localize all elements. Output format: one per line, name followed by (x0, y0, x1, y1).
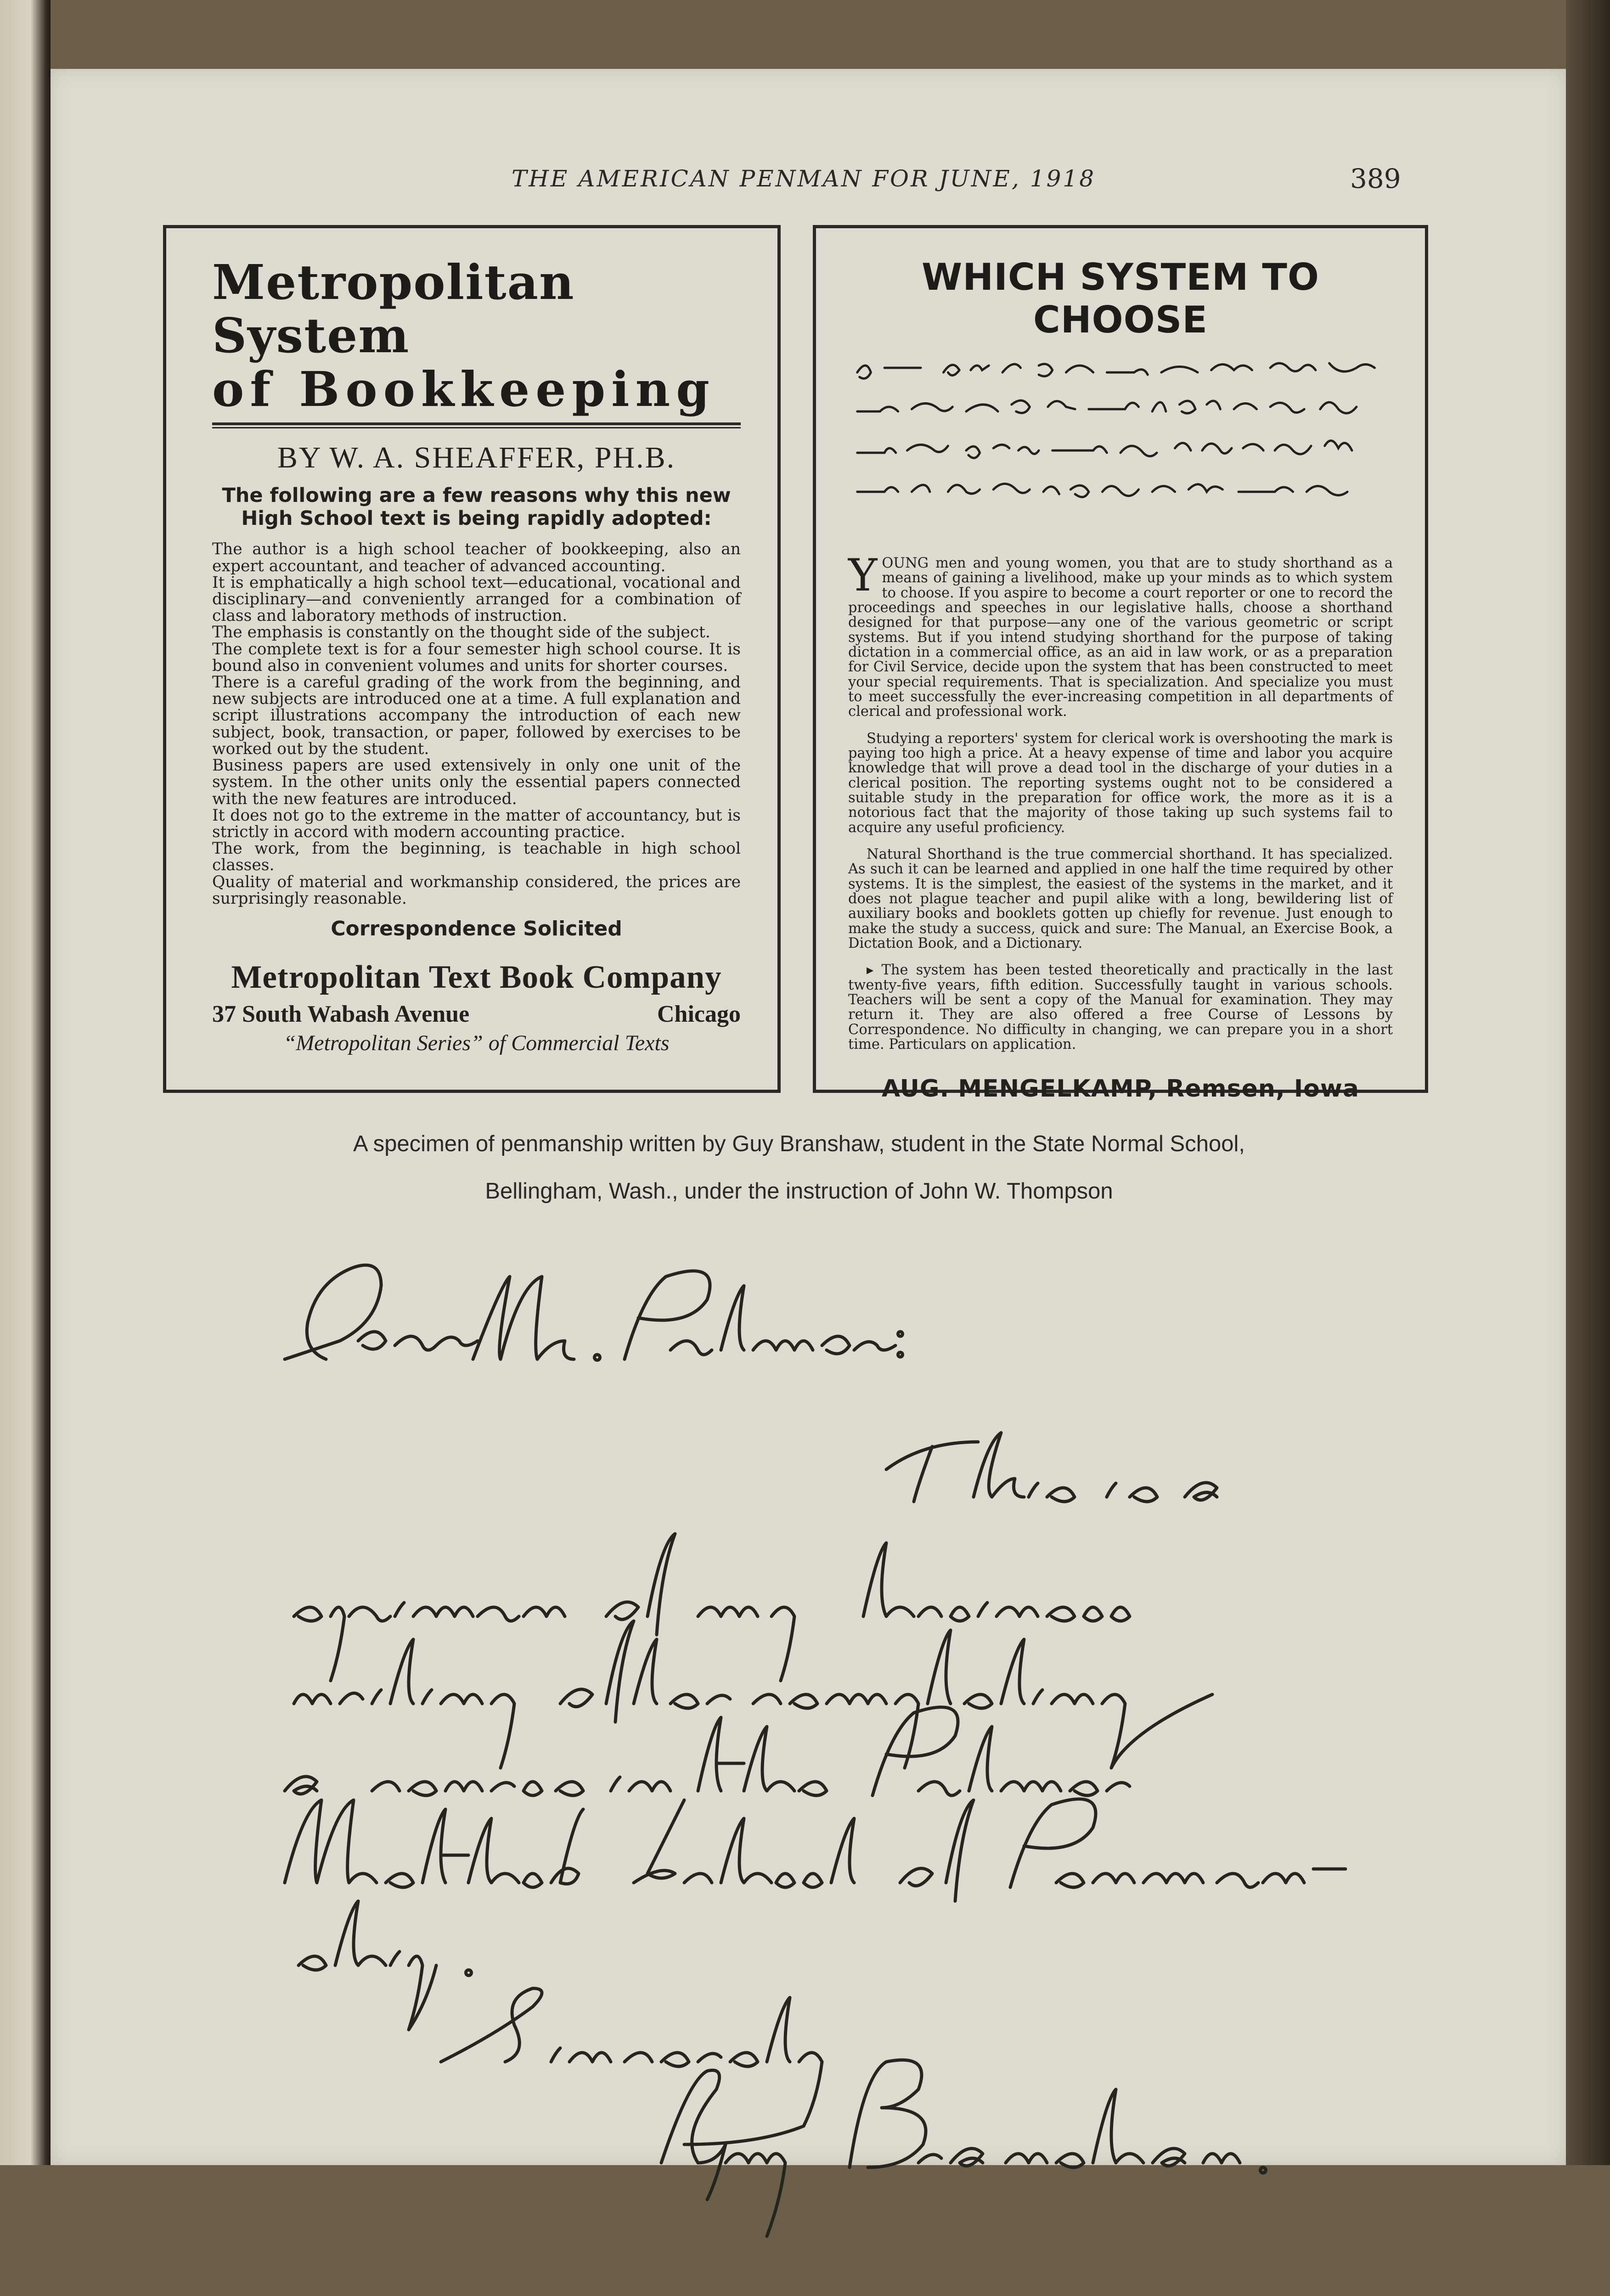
drop-cap: Y (848, 550, 878, 601)
shorthand-advertisement (813, 225, 1428, 1103)
company-address (212, 1001, 741, 1028)
book-spine (0, 0, 51, 2165)
handwriting-image (257, 1240, 1359, 2296)
ad-title-line1: Metropolitan System (212, 254, 575, 364)
caption-line1: A specimen of penmanship written by Guy Branshaw, student in the State Normal School, (353, 1131, 1245, 1156)
metropolitan-advertisement (163, 225, 781, 1093)
reason-paragraph: It does not go to the extreme in the matter of accountancy, but is strictly in accord with modern accounting practice. (212, 806, 741, 841)
publisher-signoff: AUG. MENGELKAMP, Remsen, Iowa (881, 1075, 1360, 1103)
paragraph-text: The system has been tested theoretically and practically in the last twenty-five years, fifth edition. Successfully taught in various schools. Teachers will be sent a copy of the Manual for examination. They may return it. They are also offered a free Course of Lessons by Correspondence. No difficulty in changing, we can prepare you in a short time. Particulars on application. (848, 962, 1393, 1052)
street-address: 37 South Wabash Avenue (212, 1001, 470, 1028)
ad-title-line2: of Bookkeeping (212, 360, 715, 417)
reason-paragraph: The work, from the beginning, is teachable in high school classes. (212, 839, 741, 875)
page-number: 389 (1350, 163, 1401, 194)
title-rule-thin (212, 427, 741, 428)
shorthand-paragraph-4: ▸ The system has been tested theoretically and practically in the last twenty-five years, fifth edition. Successfully taught in various schools. Teachers will be sent a copy of the Manual for examination. They may return it. They are also offered a free Course of Lessons by Correspondence. No difficulty in changing, we can prepare you in a short time. Particulars on application. (848, 962, 1393, 1052)
company-name: Metropolitan Text Book Company (231, 959, 722, 996)
reason-paragraph: The emphasis is constantly on the thought side of the subject. (212, 623, 710, 642)
handwriting-specimen (257, 1240, 1359, 2296)
title-rule (212, 422, 741, 425)
page-edge-shadow (1566, 0, 1610, 2165)
specimen-caption (184, 1120, 1414, 1215)
author-line: BY W. A. SHEAFFER, PH.B. (277, 441, 676, 475)
shorthand-paragraph-3: Natural Shorthand is the true commercial shorthand. It has specialized. As such it can be learned and applied in one half the time required by other systems. It is the simplest, the easiest of the systems in the market, and it does not plague teacher and pupil alike with a long, bewildering list of auxiliary books and booklets gotten up chiefly for revenue. Just enough to make the study a success, quick and sure: The Manual, an Exercise Book, a Dictation Book, and a Dictionary. (848, 846, 1393, 951)
reason-paragraph: Business papers are used extensively in only one unit of the system. In the other units only the essential papers connected with the new features are introduced. (212, 756, 741, 808)
city: Chicago (657, 1001, 741, 1028)
reason-paragraph: There is a careful grading of the work from the beginning, and new subjects are introduced one at a time. A full explanation and script illustrations accompany the introduction of each new subject, book, transaction, or paper, followed by exercises to be worked out by the student. (212, 673, 741, 758)
reason-paragraph: Quality of material and workmanship considered, the prices are surprisingly reasonable. (212, 872, 741, 908)
caption-line2: Bellingham, Wash., under the instruction of John W. Thompson (485, 1178, 1113, 1204)
shorthand-sample-image (848, 354, 1393, 538)
shorthand-paragraph-1 (848, 550, 1393, 720)
ad-title: WHICH SYSTEM TO CHOOSE (922, 256, 1319, 341)
correspondence-line: Correspondence Solicited (331, 917, 622, 941)
reason-paragraph: The complete text is for a four semester high school course. It is bound also in convenient volumes and units for shorter courses. (212, 640, 741, 675)
ad-title (212, 256, 741, 416)
paragraph-text: OUNG men and young women, you that are to study shorthand as a means of gaining a livelihood, make up your minds as to which system to choose. If you aspire to become a court reporter or one to record the proceedings and speeches in our legislative halls, choose a shorthand designed for that purpose—any one of the various geometric or script systems. But if you intend studying shorthand for the purpose of taking dictation in a commercial office, as an aid in law work, or as a preparation for Civil Service, decide upon the system that has been constructed to meet your special requirements. That is specialization. And specialize you must to meet successfully the ever-increasing competition in all departments of clerical and professional work. (848, 555, 1393, 720)
running-header: THE AMERICAN PENMAN FOR JUNE, 1918 (511, 165, 1096, 192)
series-line: “Metropolitan Series” of Commercial Texts (283, 1031, 670, 1056)
reason-paragraph: The author is a high school teacher of bookkeeping, also an expert accountant, and teacher of advanced accounting. (212, 540, 741, 575)
reason-paragraph: It is emphatically a high school text—educational, vocational and disciplinary—and conveniently arranged for a combination of class and laboratory methods of instruction. (212, 573, 741, 625)
intro-text: The following are a few reasons why this new High School text is being rapidly adopted: (222, 484, 731, 530)
shorthand-paragraph-2: Studying a reporters' system for clerical work is overshooting the mark is paying too high a price. At a heavy expense of time and labor you acquire knowledge that will prove a dead tool in the discharge of your duties in a clerical position. The reporting systems ought not to be considered a suitable study in the preparation for office work, the more as it is a notorious fact that the majority of those taking up such systems fail to acquire any useful proficiency. (848, 730, 1393, 836)
